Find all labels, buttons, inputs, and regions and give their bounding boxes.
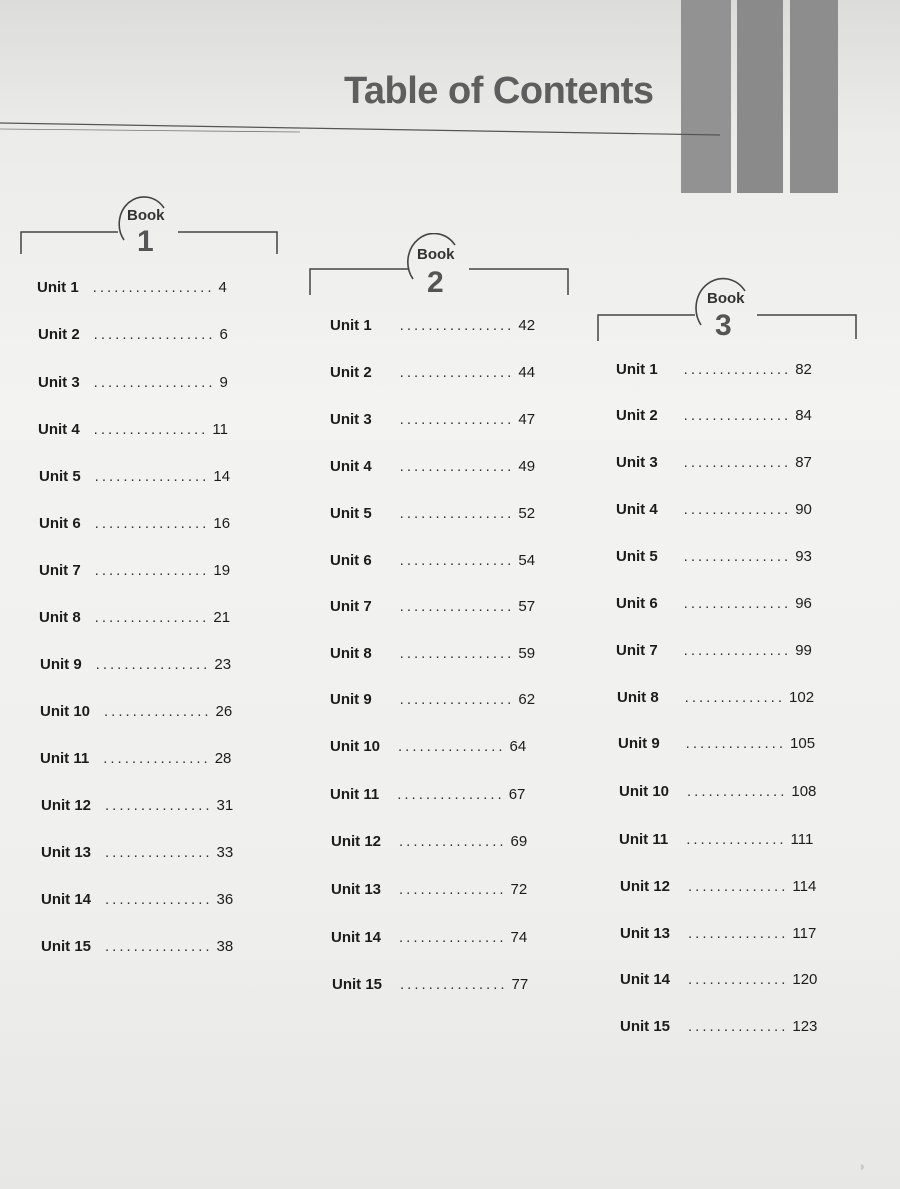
leader-dots: ................	[399, 552, 515, 569]
page-number: 11	[212, 421, 228, 438]
unit-label: Unit 1	[330, 317, 372, 334]
decorative-bar	[737, 0, 783, 193]
unit-label: Unit 14	[620, 971, 671, 988]
unit-label: Unit 9	[40, 656, 82, 673]
leader-dots: ...............	[683, 501, 792, 518]
leader-dots: .................	[92, 279, 215, 296]
unit-label: Unit 7	[330, 598, 372, 615]
toc-entry[interactable]	[41, 891, 233, 908]
toc-entry[interactable]	[616, 548, 812, 565]
leader-dots: ...............	[683, 642, 792, 659]
unit-label: Unit 7	[616, 642, 658, 659]
toc-entry[interactable]	[41, 938, 233, 955]
leader-dots: ..............	[686, 831, 787, 848]
book-number: 2	[427, 266, 444, 299]
page-number: 33	[216, 844, 234, 861]
leader-dots: ...............	[399, 833, 507, 850]
toc-entry[interactable]	[330, 458, 535, 475]
unit-label: Unit 15	[620, 1018, 671, 1035]
toc-entry[interactable]	[616, 501, 812, 518]
page-number: 93	[795, 548, 812, 565]
page-number: 36	[216, 891, 234, 908]
leader-dots: ..............	[688, 971, 789, 988]
page-number: 114	[792, 878, 817, 895]
toc-entry[interactable]	[38, 421, 228, 438]
leader-dots: ................	[399, 598, 515, 615]
page-number: 69	[510, 833, 528, 850]
leader-dots: ...............	[683, 595, 792, 612]
unit-label: Unit 6	[330, 552, 372, 569]
page-number: 4	[218, 279, 227, 296]
page-number: 59	[518, 645, 536, 662]
unit-label: Unit 5	[616, 548, 658, 565]
page-number: 117	[792, 925, 817, 942]
page-number: 31	[216, 797, 234, 814]
page-number: 14	[213, 468, 231, 485]
toc-entry[interactable]	[616, 407, 812, 424]
page-number: 77	[511, 976, 529, 993]
page-number: 123	[792, 1018, 818, 1035]
page-number: 64	[509, 738, 527, 755]
leader-dots: ...............	[683, 454, 792, 471]
leader-dots: ................	[399, 458, 515, 475]
leader-dots: ................	[95, 656, 211, 673]
unit-label: Unit 8	[617, 689, 659, 706]
leader-dots: ...............	[399, 929, 507, 946]
decorative-bar	[790, 0, 838, 193]
toc-entry[interactable]	[330, 691, 535, 708]
leader-dots: ................	[94, 515, 210, 532]
toc-entry[interactable]	[616, 361, 812, 378]
leader-dots: ................	[93, 421, 209, 438]
unit-label: Unit 2	[330, 364, 372, 381]
decorative-bar	[681, 0, 731, 193]
unit-label: Unit 3	[38, 374, 80, 391]
leader-dots: ...............	[105, 891, 213, 908]
unit-label: Unit 10	[330, 738, 381, 755]
unit-label: Unit 9	[618, 735, 660, 752]
page-corner-mark: ◗	[858, 1158, 867, 1174]
leader-dots: ...............	[105, 797, 213, 814]
leader-dots: ...............	[105, 938, 213, 955]
unit-label: Unit 6	[616, 595, 658, 612]
page-number: 28	[214, 750, 232, 767]
unit-label: Unit 4	[616, 501, 658, 518]
page-number: 99	[795, 642, 812, 659]
page-number: 67	[508, 786, 526, 803]
leader-dots: ...............	[397, 786, 505, 803]
toc-entry[interactable]	[332, 976, 528, 993]
toc-entry[interactable]	[331, 929, 527, 946]
unit-label: Unit 11	[330, 786, 380, 803]
toc-entry[interactable]	[39, 609, 230, 626]
toc-entry[interactable]	[38, 326, 228, 343]
toc-entry[interactable]	[330, 598, 535, 615]
unit-label: Unit 15	[332, 976, 383, 993]
leader-dots: ...............	[104, 703, 212, 720]
unit-label: Unit 12	[331, 833, 382, 850]
leader-dots: ................	[399, 411, 515, 428]
leader-dots: ..............	[685, 735, 787, 752]
toc-entry[interactable]	[616, 595, 812, 612]
unit-label: Unit 1	[616, 361, 658, 378]
toc-entry[interactable]	[40, 703, 232, 720]
leader-dots: ...............	[400, 976, 508, 993]
page-number: 57	[518, 598, 536, 615]
leader-dots: ..............	[688, 925, 789, 942]
unit-label: Unit 7	[39, 562, 81, 579]
book-number: 1	[137, 225, 154, 258]
book-label: Book	[127, 207, 165, 224]
book-3-header	[597, 277, 859, 347]
leader-dots: ................	[399, 505, 515, 522]
page-title: Table of Contents	[344, 70, 654, 112]
toc-entry[interactable]	[330, 645, 535, 662]
toc-entry[interactable]	[620, 925, 816, 942]
page-number: 102	[789, 689, 815, 706]
unit-label: Unit 14	[331, 929, 382, 946]
page-number: 96	[795, 595, 812, 612]
leader-dots: .................	[93, 326, 216, 343]
toc-entry[interactable]	[620, 1018, 817, 1035]
toc-entry[interactable]	[330, 364, 535, 381]
page-number: 108	[791, 783, 817, 800]
toc-entry[interactable]	[619, 831, 813, 848]
leader-dots: ..............	[688, 878, 789, 895]
leader-dots: ................	[94, 562, 210, 579]
toc-entry[interactable]	[40, 750, 231, 767]
unit-label: Unit 8	[39, 609, 81, 626]
unit-label: Unit 5	[330, 505, 372, 522]
unit-label: Unit 3	[330, 411, 372, 428]
unit-label: Unit 4	[330, 458, 372, 475]
title-rule	[0, 117, 720, 141]
toc-entry[interactable]	[37, 279, 227, 296]
page-number: 47	[518, 411, 536, 428]
toc-entry[interactable]	[39, 468, 230, 485]
page-number: 62	[518, 691, 536, 708]
page-number: 74	[510, 929, 528, 946]
unit-label: Unit 10	[40, 703, 91, 720]
leader-dots: ...............	[683, 361, 792, 378]
book-number: 3	[715, 309, 732, 342]
toc-entry[interactable]	[41, 844, 233, 861]
unit-label: Unit 5	[39, 468, 81, 485]
toc-entry[interactable]	[330, 738, 526, 755]
page-number: 84	[795, 407, 812, 424]
toc-entry[interactable]	[616, 642, 812, 659]
page-number: 72	[510, 881, 528, 898]
book-label: Book	[417, 246, 455, 263]
toc-entry[interactable]	[39, 562, 230, 579]
leader-dots: ................	[399, 645, 515, 662]
page-number: 52	[518, 505, 536, 522]
page-number: 26	[215, 703, 233, 720]
leader-dots: ...............	[683, 548, 792, 565]
unit-label: Unit 13	[331, 881, 382, 898]
unit-label: Unit 15	[41, 938, 92, 955]
page-number: 87	[795, 454, 812, 471]
leader-dots: ...............	[683, 407, 792, 424]
toc-entry[interactable]	[330, 552, 535, 569]
page-number: 42	[518, 317, 536, 334]
page-number: 21	[213, 609, 231, 626]
page-number: 105	[790, 735, 816, 752]
unit-label: Unit 2	[38, 326, 80, 343]
unit-label: Unit 1	[37, 279, 79, 296]
leader-dots: ................	[399, 364, 515, 381]
page-number: 23	[214, 656, 232, 673]
page-number: 19	[213, 562, 231, 579]
unit-label: Unit 12	[41, 797, 92, 814]
book-label: Book	[707, 290, 745, 307]
leader-dots: ................	[94, 468, 210, 485]
toc-entry[interactable]	[41, 797, 233, 814]
unit-label: Unit 10	[619, 783, 670, 800]
toc-entry[interactable]	[39, 515, 230, 532]
book-2-header	[309, 233, 571, 301]
toc-entry[interactable]	[619, 783, 816, 800]
leader-dots: ...............	[399, 881, 507, 898]
toc-entry[interactable]	[617, 689, 814, 706]
unit-label: Unit 13	[41, 844, 92, 861]
leader-dots: ...............	[103, 750, 211, 767]
toc-entry[interactable]	[618, 735, 815, 752]
page-number: 16	[213, 515, 231, 532]
unit-label: Unit 11	[619, 831, 669, 848]
page-number: 49	[518, 458, 536, 475]
toc-entry[interactable]	[616, 454, 812, 471]
page-number: 54	[518, 552, 536, 569]
page-number: 44	[518, 364, 536, 381]
page-number: 90	[795, 501, 812, 518]
toc-entry[interactable]	[330, 317, 535, 334]
page-number: 9	[219, 374, 228, 391]
leader-dots: ..............	[688, 1018, 789, 1035]
leader-dots: ................	[94, 609, 210, 626]
toc-entry[interactable]	[38, 374, 228, 391]
book-1-header	[20, 196, 280, 260]
toc-entry[interactable]	[40, 656, 231, 673]
unit-label: Unit 6	[39, 515, 81, 532]
unit-label: Unit 3	[616, 454, 658, 471]
unit-label: Unit 4	[38, 421, 80, 438]
page-number: 6	[219, 326, 228, 343]
toc-entry[interactable]	[330, 411, 535, 428]
page-number: 38	[216, 938, 234, 955]
leader-dots: ..............	[684, 689, 786, 706]
leader-dots: .................	[93, 374, 216, 391]
leader-dots: ................	[399, 317, 515, 334]
unit-label: Unit 13	[620, 925, 671, 942]
unit-label: Unit 9	[330, 691, 372, 708]
unit-label: Unit 2	[616, 407, 658, 424]
page-number: 120	[792, 971, 818, 988]
unit-label: Unit 14	[41, 891, 92, 908]
unit-label: Unit 11	[40, 750, 90, 767]
leader-dots: ...............	[105, 844, 213, 861]
toc-entry[interactable]	[331, 881, 527, 898]
page-number: 82	[795, 361, 812, 378]
toc-entry[interactable]	[331, 833, 527, 850]
unit-label: Unit 8	[330, 645, 372, 662]
unit-label: Unit 12	[620, 878, 671, 895]
toc-entry[interactable]	[620, 971, 817, 988]
toc-entry[interactable]	[330, 505, 535, 522]
toc-entry[interactable]	[330, 786, 525, 803]
leader-dots: ................	[399, 691, 515, 708]
leader-dots: ...............	[398, 738, 506, 755]
toc-entry[interactable]	[620, 878, 816, 895]
page-number: 111	[790, 831, 814, 848]
leader-dots: ..............	[687, 783, 788, 800]
